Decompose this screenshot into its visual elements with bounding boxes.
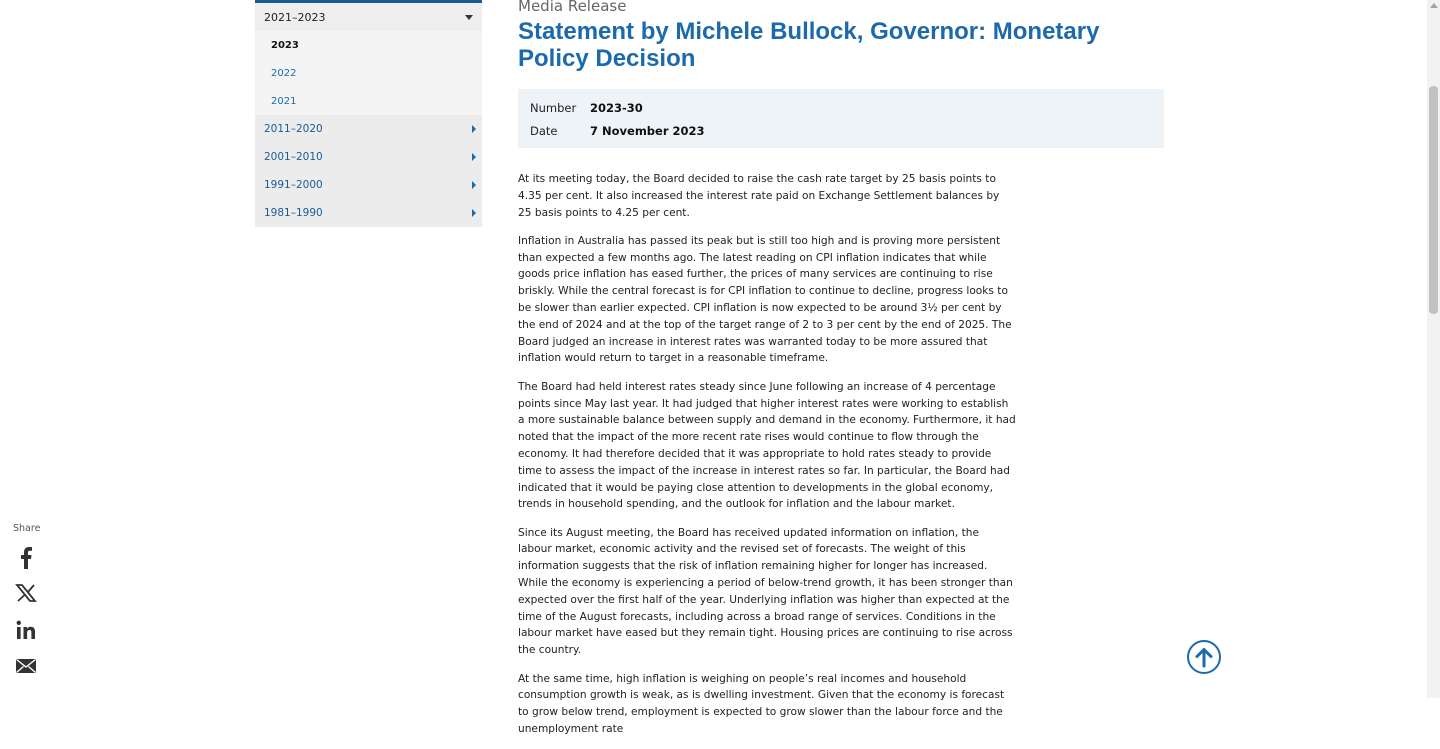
nav-item-2001-2010[interactable] — [255, 143, 482, 171]
nav-group-2021-2023[interactable] — [255, 0, 482, 31]
sub-item-2023[interactable] — [255, 31, 482, 59]
meta-date-value: 7 November 2023 — [590, 124, 705, 138]
article-paragraph: The Board had held interest rates steady since June following an increase of 4 percentage points since May last year. It had judged that higher interest rates were working to establish a more sustainable balance between supply and demand in the economy. Furthermore, it had noted that the impact of the more recent rate rises would continue to flow through the economy. It had therefore decided that it was appropriate to hold rates steady to provide time to assess the impact of the increase in interest rates so far. In particular, the Board had indicated that it would be paying close attention to developments in the global economy, trends in household spending, and the outlook for inflation and the labour market. — [518, 380, 1016, 511]
meta-number-value: 2023-30 — [590, 101, 643, 115]
page-title: Statement by Michele Bullock, Governor: Monetary Policy Decision — [518, 18, 1100, 72]
chevron-right-icon — [472, 181, 476, 189]
release-metadata — [518, 89, 1164, 148]
meta-date-label: Date — [530, 124, 558, 138]
nav-item-label: 2011–2020 — [264, 123, 323, 135]
nav-item-1991-2000[interactable] — [255, 171, 482, 199]
article-body — [518, 171, 1016, 749]
meta-number-row — [530, 101, 1152, 124]
article-paragraph: At the same time, high inflation is weighing on people’s real incomes and household consumption growth is weak, as is dwelling investment. Given that the economy is forecast to grow below trend, employment is expected to grow slower than the labour force and the unemployment rate — [518, 672, 1005, 735]
facebook-icon[interactable] — [14, 546, 38, 570]
sub-item-2022[interactable] — [255, 59, 482, 87]
linkedin-icon[interactable] — [14, 618, 38, 642]
article-paragraph: At its meeting today, the Board decided to raise the cash rate target by 25 basis points to 4.35 per cent. It also increased the interest rate paid on Exchange Settlement balances by 25 basis points to 4.25 per cent. — [518, 173, 1000, 219]
sub-item-label: 2022 — [271, 67, 297, 79]
page-scrollbar[interactable] — [1427, 0, 1440, 698]
arrow-up-icon — [1195, 647, 1213, 667]
meta-date-row — [530, 124, 1152, 147]
nav-group-label: 2021–2023 — [264, 10, 326, 24]
nav-item-1981-1990[interactable] — [255, 199, 482, 227]
article-paragraph: Inflation in Australia has passed its peak but is still too high and is proving more persistent than expected a few months ago. The latest reading on CPI inflation indicates that while goods price inflation has eased further, the prices of many services are continuing to rise briskly. While the central forecast is for CPI inflation to continue to decline, progress looks to be slower than earlier expected. CPI inflation is now expected to be around 3½ per cent by the end of 2024 and at the top of the target range of 2 to 3 per cent by the end of 2025. The Board judged an increase in interest rates was warranted today to be more assured that inflation would return to target in a reasonable timeframe. — [518, 234, 1012, 365]
chevron-right-icon — [472, 209, 476, 217]
chevron-down-icon — [465, 15, 473, 20]
sub-item-label: 2023 — [271, 39, 299, 51]
meta-number-label: Number — [530, 101, 577, 115]
nav-item-label: 1991–2000 — [264, 179, 323, 191]
chevron-right-icon — [472, 125, 476, 133]
x-icon[interactable] — [14, 581, 38, 605]
article-paragraph: Since its August meeting, the Board has received updated information on inflation, the labour market, economic activity and the revised set of forecasts. The weight of this information suggests that the risk of inflation remaining higher for longer has increased. While the economy is experiencing a period of below-trend growth, it has been stronger than expected over the first half of the year. Underlying inflation was higher than expected at the time of the August forecasts, including across a broad range of services. Conditions in the labour market have eased but they remain tight. Housing prices are continuing to rise across the country. — [518, 526, 1013, 657]
nav-item-label: 2001–2010 — [264, 151, 323, 163]
share-label: Share — [13, 523, 41, 534]
nav-item-label: 1981–1990 — [264, 207, 323, 219]
scroll-up-arrow-icon[interactable] — [1430, 3, 1438, 8]
sub-item-label: 2021 — [271, 95, 297, 107]
article-kicker: Media Release — [518, 0, 627, 15]
back-to-top-button[interactable] — [1187, 640, 1221, 674]
email-icon[interactable] — [14, 654, 38, 678]
year-navigation — [255, 0, 482, 227]
scroll-thumb[interactable] — [1429, 86, 1438, 314]
chevron-right-icon — [472, 153, 476, 161]
sub-item-2021[interactable] — [255, 87, 482, 115]
nav-item-2011-2020[interactable] — [255, 115, 482, 143]
